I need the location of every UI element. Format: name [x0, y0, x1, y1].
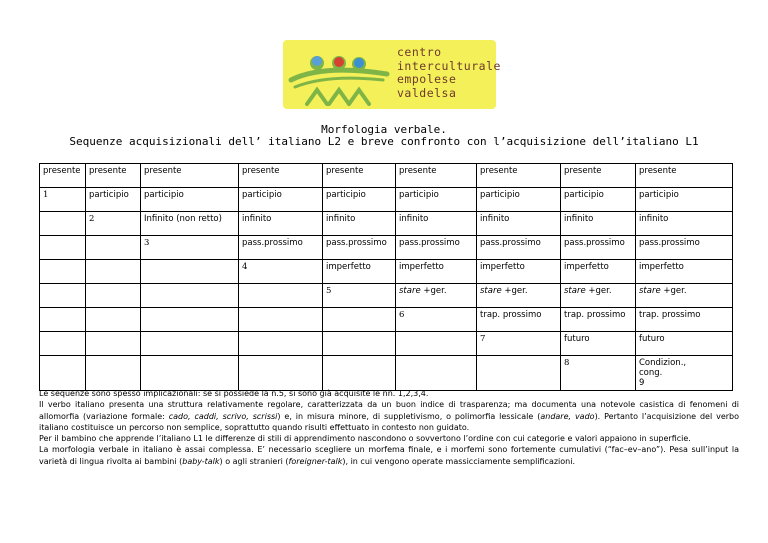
notes-section	[39, 388, 739, 467]
stage-number: 1	[40, 188, 86, 212]
empty-cell	[40, 284, 86, 308]
verb-gerund: +ger.	[504, 286, 528, 296]
stage-number: 9	[639, 378, 645, 388]
note-text: ) e, in misura minore, di suppletivismo, o polimorfia lessicale (	[277, 411, 541, 421]
table-cell: participio	[323, 188, 396, 212]
table-cell	[636, 356, 733, 391]
logo-text	[397, 45, 501, 100]
table-cell	[396, 284, 477, 308]
table-cell: participio	[636, 188, 733, 212]
table-cell: imperfetto	[323, 260, 396, 284]
empty-cell	[141, 284, 239, 308]
stage-number: 7	[477, 332, 561, 356]
table-row	[40, 332, 733, 356]
table-cell: pass.prossimo	[561, 236, 636, 260]
table-cell: presente	[141, 164, 239, 188]
table-cell: participio	[141, 188, 239, 212]
table-cell: participio	[396, 188, 477, 212]
empty-cell	[86, 356, 141, 391]
table-cell: futuro	[561, 332, 636, 356]
empty-cell	[86, 260, 141, 284]
empty-cell	[239, 308, 323, 332]
table-row	[40, 188, 733, 212]
table-cell: trap. prossimo	[636, 308, 733, 332]
empty-cell	[40, 356, 86, 391]
verb-sequence-table	[39, 163, 733, 391]
table-cell: pass.prossimo	[477, 236, 561, 260]
cell-line: cong.	[639, 368, 663, 378]
table-cell: imperfetto	[477, 260, 561, 284]
logo-line: empolese	[397, 72, 457, 86]
note-paragraph	[39, 399, 739, 433]
page-subtitle: Sequenze acquisizionali dell’ italiano L2 e breve confronto con l’acquisizione dell’italiano L1	[69, 135, 699, 148]
table-cell: infinito	[239, 212, 323, 236]
table-cell: Infinito (non retto)	[141, 212, 239, 236]
table-cell: presente	[323, 164, 396, 188]
empty-cell	[141, 260, 239, 284]
empty-cell	[141, 356, 239, 391]
stage-number: 3	[141, 236, 239, 260]
cell-line: Condizion.,	[639, 358, 687, 368]
stage-number: 5	[323, 284, 396, 308]
stage-number: 6	[396, 308, 477, 332]
empty-cell	[239, 332, 323, 356]
logo-line: interculturale	[397, 58, 501, 73]
table-cell: infinito	[561, 212, 636, 236]
table-cell: infinito	[636, 212, 733, 236]
empty-cell	[40, 236, 86, 260]
logo	[283, 40, 501, 109]
empty-cell	[396, 332, 477, 356]
table-cell: pass.prossimo	[396, 236, 477, 260]
table-cell: presente	[396, 164, 477, 188]
empty-cell	[86, 236, 141, 260]
empty-cell	[323, 332, 396, 356]
table-cell: pass.prossimo	[323, 236, 396, 260]
table-cell	[561, 284, 636, 308]
table-cell: presente	[239, 164, 323, 188]
table-cell: participio	[561, 188, 636, 212]
table-row	[40, 356, 733, 391]
logo-line: valdelsa	[397, 85, 457, 100]
table-cell: imperfetto	[636, 260, 733, 284]
verb-stare: stare	[399, 286, 421, 296]
logo-line: centro	[397, 45, 442, 59]
table-row	[40, 236, 733, 260]
table-cell: futuro	[636, 332, 733, 356]
empty-cell	[86, 332, 141, 356]
empty-cell	[40, 260, 86, 284]
table-cell: participio	[239, 188, 323, 212]
note-paragraph	[39, 444, 739, 467]
table-cell: pass.prossimo	[239, 236, 323, 260]
empty-cell	[239, 284, 323, 308]
note-example: cado, caddi, scrivo, scrissi	[168, 411, 278, 421]
empty-cell	[323, 356, 396, 391]
verb-gerund: +ger.	[588, 286, 612, 296]
note-paragraph: Per il bambino che apprende l’italiano L1 le differenze di stili di apprendimento nascondono o sovvertono l’ordine con cui categorie e valori appaiono in superficie.	[39, 434, 691, 444]
verb-gerund: +ger.	[663, 286, 687, 296]
table-cell: pass.prossimo	[636, 236, 733, 260]
note-example: baby-talk	[182, 456, 220, 466]
note-text: La morfologia verbale in italiano è assai complessa. E’ necessario scegliere un morfema finale, e i morfemi sono fortemente cumulativi (“fac–ev–ano”). Pesa sull’input la varietà di lingua rivolta ai bambini (	[39, 445, 739, 466]
verb-stare: stare	[639, 286, 661, 296]
note-text: Il verbo italiano presenta una struttura relativamente regolare, caratterizzata da un buon indice di trasparenza; ma documenta una notevole casistica di fenomeni di allomorfia (variazione formale:	[39, 400, 739, 421]
table-cell: presente	[477, 164, 561, 188]
empty-cell	[86, 284, 141, 308]
verb-stare: stare	[480, 286, 502, 296]
table-cell: infinito	[323, 212, 396, 236]
table-cell: presente	[86, 164, 141, 188]
table-row	[40, 212, 733, 236]
table-cell: imperfetto	[396, 260, 477, 284]
verb-gerund: +ger.	[423, 286, 447, 296]
table-cell: participio	[477, 188, 561, 212]
empty-cell	[477, 356, 561, 391]
table-cell: imperfetto	[561, 260, 636, 284]
note-text: ). Pertanto l’acquisizione del verbo italiano costituisce un percorso non semplice, soprattutto quando risulti effettuato in contesto non guidato.	[39, 411, 739, 432]
note-text: ) o agli stranieri (	[219, 456, 289, 466]
note-example: andare, vado	[540, 411, 595, 421]
empty-cell	[86, 308, 141, 332]
stage-number: 4	[239, 260, 323, 284]
table-cell: infinito	[477, 212, 561, 236]
table-cell	[477, 284, 561, 308]
empty-cell	[323, 308, 396, 332]
empty-cell	[40, 308, 86, 332]
empty-cell	[141, 308, 239, 332]
note-text: ), in cui vengono operate massicciamente semplificazioni.	[342, 456, 576, 466]
empty-cell	[40, 212, 86, 236]
note-paragraph: Le sequenze sono spesso implicazionali: se si possiede la n.5, si sono già acquisite le nn. 1,2,3,4.	[39, 389, 429, 398]
table-cell	[636, 284, 733, 308]
table-row	[40, 308, 733, 332]
empty-cell	[141, 332, 239, 356]
verb-stare: stare	[564, 286, 586, 296]
page-title: Morfologia verbale.	[321, 123, 447, 136]
empty-cell	[396, 356, 477, 391]
table-cell: trap. prossimo	[561, 308, 636, 332]
note-example: foreigner-talk	[288, 456, 343, 466]
table-cell: presente	[636, 164, 733, 188]
table-cell: presente	[40, 164, 86, 188]
empty-cell	[239, 356, 323, 391]
logo-figures-icon	[283, 40, 393, 109]
table-cell: participio	[86, 188, 141, 212]
table-row	[40, 284, 733, 308]
table-row	[40, 164, 733, 188]
stage-number: 8	[561, 356, 636, 391]
table-cell: infinito	[396, 212, 477, 236]
stage-number: 2	[86, 212, 141, 236]
empty-cell	[40, 332, 86, 356]
table-cell: presente	[561, 164, 636, 188]
table-cell: trap. prossimo	[477, 308, 561, 332]
table-row	[40, 260, 733, 284]
